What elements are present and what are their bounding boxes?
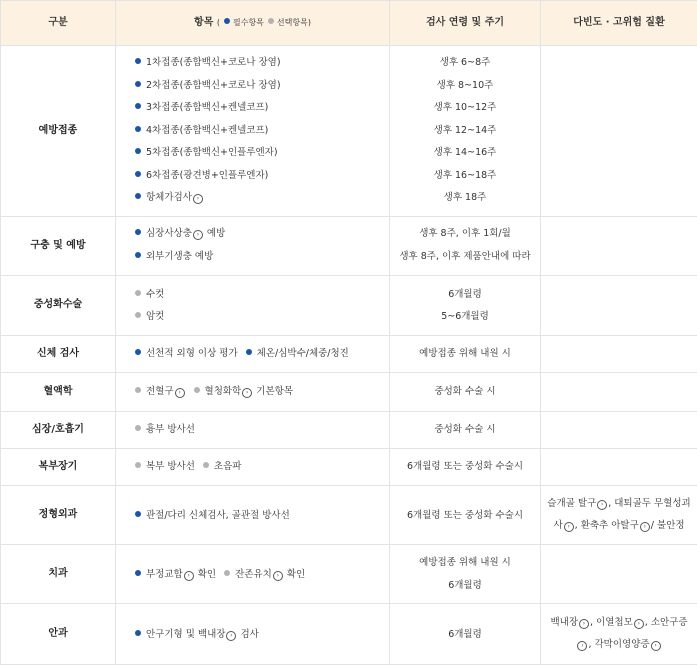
row-category: 정형외과	[1, 486, 116, 545]
row-items	[116, 486, 390, 545]
age-text: 6개월령	[392, 574, 538, 597]
separator: ,	[608, 498, 614, 509]
arrow-circle-icon[interactable]: ›	[577, 641, 587, 651]
list-item	[135, 419, 195, 441]
arrow-circle-icon[interactable]: ›	[193, 194, 203, 204]
separator: /	[651, 520, 657, 531]
row-disease	[541, 46, 697, 217]
list-item	[135, 563, 216, 586]
item-suffix: 기본항목	[253, 386, 293, 397]
age-text: 중성화 수술 시	[392, 381, 538, 403]
required-dot-icon	[135, 126, 141, 132]
list-item	[135, 623, 259, 646]
table-row	[1, 604, 697, 665]
disease-item[interactable]: 소안구증	[651, 617, 688, 628]
row-age	[390, 545, 541, 604]
item-label[interactable]: 전혈구	[146, 386, 174, 397]
item-suffix: 예방	[204, 228, 225, 239]
list-item	[135, 75, 281, 98]
required-dot-icon	[135, 193, 141, 199]
list-item	[224, 563, 305, 586]
disease-item[interactable]: 환축추 아탈구	[581, 520, 639, 531]
optional-dot-icon	[203, 462, 209, 468]
row-category: 신체 검사	[1, 336, 116, 373]
item-label: 1차접종(종합백신+코로나 장염)	[146, 57, 281, 68]
list-item	[135, 120, 268, 143]
age-text: 6개월령 또는 중성화 수술시	[392, 456, 538, 478]
item-label: 외부기생충 예방	[146, 251, 213, 262]
list-item	[135, 187, 204, 210]
age-text: 생후 14~16주	[392, 142, 538, 165]
item-line	[135, 223, 389, 246]
table-row	[1, 217, 697, 276]
row-age	[390, 276, 541, 336]
item-label: 초음파	[214, 461, 242, 472]
row-disease	[541, 412, 697, 449]
required-dot-icon	[135, 81, 141, 87]
list-item	[135, 456, 195, 478]
header-items	[116, 1, 390, 46]
table-row	[1, 486, 697, 545]
row-disease	[541, 486, 697, 545]
required-dot-icon	[135, 103, 141, 109]
row-age	[390, 373, 541, 412]
disease-list	[543, 612, 695, 656]
row-items	[116, 604, 390, 665]
required-dot-icon	[135, 148, 141, 154]
optional-dot-icon	[268, 18, 274, 24]
disease-item[interactable]: 백내장	[550, 617, 578, 628]
item-label: 5차접종(종합백신+인플루엔자)	[146, 147, 278, 158]
item-label: 복부 방사선	[146, 461, 195, 472]
required-dot-icon	[246, 349, 252, 355]
item-label: 선천적 외형 이상 평가	[146, 348, 238, 359]
row-category: 구충 및 예방	[1, 217, 116, 276]
arrow-circle-icon[interactable]: ›	[634, 619, 644, 629]
item-label: 2차접종(종합백신+코로나 장염)	[146, 80, 281, 91]
row-age	[390, 486, 541, 545]
row-items	[116, 46, 390, 217]
list-item	[135, 165, 268, 188]
item-label: 체온/심박수/체중/청진	[257, 348, 349, 359]
item-line	[135, 97, 389, 120]
disease-item: 불안정	[657, 520, 685, 531]
item-line	[135, 165, 389, 188]
header-items-label: 항목	[194, 17, 213, 28]
item-label[interactable]: 심장사상충	[146, 228, 192, 239]
table-row	[1, 46, 697, 217]
age-text: 생후 12~14주	[392, 120, 538, 143]
disease-item[interactable]: 대퇴골두 무혈성괴사	[553, 498, 690, 531]
row-age	[390, 336, 541, 373]
separator: ,	[590, 617, 596, 628]
list-item	[246, 343, 349, 365]
age-text: 예방접종 위해 내원 시	[392, 551, 538, 574]
age-text: 생후 8주, 이후 1회/월	[392, 223, 538, 246]
arrow-circle-icon[interactable]: ›	[579, 619, 589, 629]
age-text: 생후 8~10주	[392, 75, 538, 98]
list-item	[135, 223, 225, 246]
arrow-circle-icon[interactable]: ›	[193, 230, 203, 240]
item-label: 흉부 방사선	[146, 424, 195, 435]
separator: ,	[575, 520, 581, 531]
age-text: 예방접종 위해 내원 시	[392, 343, 538, 365]
list-item	[135, 306, 164, 328]
item-line	[135, 52, 389, 75]
age-text: 중성화 수술 시	[392, 419, 538, 441]
item-label: 6차접종(광견병+인플루엔자)	[146, 170, 268, 181]
list-item	[135, 246, 213, 269]
row-items	[116, 276, 390, 336]
row-items	[116, 449, 390, 486]
row-items	[116, 336, 390, 373]
legend-required: 필수항목	[233, 18, 264, 27]
optional-dot-icon	[135, 290, 141, 296]
item-suffix: 확인	[195, 569, 216, 580]
row-age	[390, 217, 541, 276]
age-text: 생후 16~18주	[392, 165, 538, 188]
row-age	[390, 46, 541, 217]
item-label: 암컷	[146, 311, 164, 322]
header-disease: 다빈도 · 고위험 질환	[541, 1, 697, 46]
table-row	[1, 449, 697, 486]
arrow-circle-icon[interactable]: ›	[651, 641, 661, 651]
legend-optional: 선택항목	[277, 18, 308, 27]
item-label[interactable]: 항체가검사	[146, 192, 192, 203]
required-dot-icon	[135, 171, 141, 177]
arrow-circle-icon[interactable]: ›	[242, 388, 252, 398]
row-category: 예방접종	[1, 46, 116, 217]
optional-dot-icon	[135, 462, 141, 468]
row-disease	[541, 217, 697, 276]
optional-dot-icon	[194, 387, 200, 393]
row-category: 복부장기	[1, 449, 116, 486]
row-age	[390, 412, 541, 449]
list-item	[194, 381, 293, 403]
item-line	[135, 419, 389, 441]
optional-dot-icon	[135, 312, 141, 318]
arrow-circle-icon[interactable]: ›	[175, 388, 185, 398]
item-label: 4차접종(종합백신+켄넬코프)	[146, 125, 268, 136]
required-dot-icon	[135, 58, 141, 64]
list-item	[135, 504, 290, 527]
item-line	[135, 623, 389, 646]
required-dot-icon	[224, 18, 230, 24]
item-line	[135, 120, 389, 143]
item-line	[135, 75, 389, 98]
arrow-circle-icon[interactable]: ›	[226, 631, 236, 641]
arrow-circle-icon[interactable]: ›	[273, 571, 283, 581]
item-line	[135, 306, 389, 328]
row-disease	[541, 276, 697, 336]
row-disease	[541, 449, 697, 486]
row-disease	[541, 336, 697, 373]
arrow-circle-icon[interactable]: ›	[597, 500, 607, 510]
age-text: 6개월령 또는 중성화 수술시	[392, 504, 538, 527]
item-line	[135, 563, 389, 586]
row-disease	[541, 604, 697, 665]
disease-item[interactable]: 이열첩모	[596, 617, 633, 628]
separator: ,	[588, 639, 594, 650]
header-age: 검사 연령 및 주기	[390, 1, 541, 46]
item-line	[135, 456, 389, 478]
list-item	[135, 142, 278, 165]
required-dot-icon	[135, 349, 141, 355]
item-label: 3차접종(종합백신+켄넬코프)	[146, 102, 268, 113]
age-text: 6개월령	[392, 623, 538, 646]
item-label[interactable]: 혈청화학	[205, 386, 242, 397]
row-category: 중성화수술	[1, 276, 116, 336]
age-text: 6개월령	[392, 284, 538, 306]
disease-list	[543, 493, 695, 537]
table-row	[1, 276, 697, 336]
row-category: 혈액학	[1, 373, 116, 412]
age-text: 생후 18주	[392, 187, 538, 210]
header-category: 구분	[1, 1, 116, 46]
table-row	[1, 412, 697, 449]
list-item	[135, 381, 186, 403]
item-line	[135, 142, 389, 165]
arrow-circle-icon[interactable]: ›	[184, 571, 194, 581]
list-item	[135, 52, 281, 75]
item-label: 수컷	[146, 289, 164, 300]
table-row	[1, 545, 697, 604]
required-dot-icon	[135, 630, 141, 636]
legend: ( 필수항목 선택항목)	[217, 18, 311, 27]
item-line	[135, 246, 389, 269]
row-disease	[541, 545, 697, 604]
required-dot-icon	[135, 511, 141, 517]
age-text: 5~6개월령	[392, 306, 538, 328]
arrow-circle-icon[interactable]: ›	[640, 522, 650, 532]
row-category: 심장/호흡기	[1, 412, 116, 449]
age-text: 생후 10~12주	[392, 97, 538, 120]
arrow-circle-icon[interactable]: ›	[564, 522, 574, 532]
row-category: 안과	[1, 604, 116, 665]
item-suffix: 검사	[237, 629, 258, 640]
item-label: 관절/다리 신체검사, 골관절 방사선	[146, 510, 290, 521]
row-items	[116, 217, 390, 276]
row-items	[116, 412, 390, 449]
row-category: 치과	[1, 545, 116, 604]
table-body	[1, 46, 697, 665]
item-line	[135, 343, 389, 365]
row-disease	[541, 373, 697, 412]
optional-dot-icon	[135, 387, 141, 393]
disease-item[interactable]: 슬개골 탈구	[547, 498, 596, 509]
item-line	[135, 284, 389, 306]
item-label[interactable]: 잔존유치	[235, 569, 272, 580]
list-item	[203, 456, 242, 478]
disease-item[interactable]: 각막이영양증	[594, 639, 649, 650]
item-line	[135, 187, 389, 210]
required-dot-icon	[135, 229, 141, 235]
separator: ,	[645, 617, 651, 628]
optional-dot-icon	[224, 570, 230, 576]
row-items	[116, 545, 390, 604]
item-suffix: 확인	[284, 569, 305, 580]
list-item	[135, 97, 268, 120]
item-line	[135, 381, 389, 403]
list-item	[135, 343, 238, 365]
header-row	[1, 1, 697, 46]
row-age	[390, 449, 541, 486]
item-label[interactable]: 부정교합	[146, 569, 183, 580]
table-row	[1, 373, 697, 412]
age-text: 생후 6~8주	[392, 52, 538, 75]
row-items	[116, 373, 390, 412]
list-item	[135, 284, 164, 306]
table-row	[1, 336, 697, 373]
optional-dot-icon	[135, 425, 141, 431]
item-line	[135, 504, 389, 527]
required-dot-icon	[135, 570, 141, 576]
required-dot-icon	[135, 252, 141, 258]
item-label[interactable]: 안구기형 및 백내장	[146, 629, 225, 640]
age-text: 생후 8주, 이후 제품안내에 따라	[392, 246, 538, 269]
row-age	[390, 604, 541, 665]
